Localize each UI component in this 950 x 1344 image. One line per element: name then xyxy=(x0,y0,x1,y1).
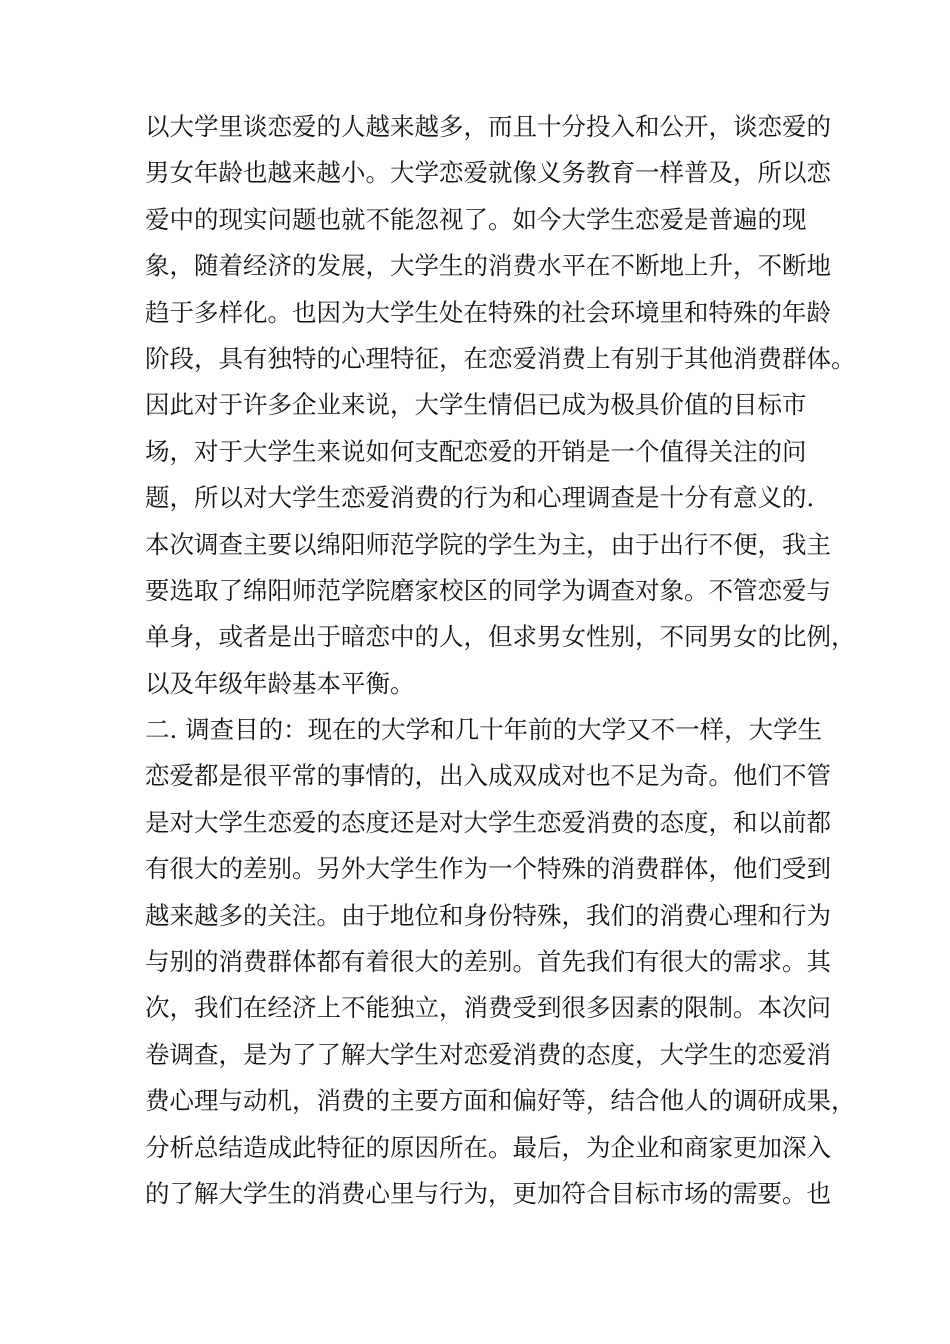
body-text xyxy=(145,104,856,1217)
text-line: 次，我们在经济上不能独立，消费受到很多因素的限制。本次问 xyxy=(145,993,831,1023)
text-line: 爱中的现实问题也就不能忽视了。如今大学生恋爱是普遍的现 xyxy=(145,204,807,234)
text-line: 越来越多的关注。由于地位和身份特殊，我们的消费心理和行为 xyxy=(145,900,831,930)
text-line: 以及年级年龄基本平衡。 xyxy=(145,668,415,698)
text-line: 单身，或者是出于暗恋中的人，但求男女性别，不同男女的比例， xyxy=(145,622,856,652)
text-line: 卷调查，是为了了解大学生对恋爱消费的态度，大学生的恋爱消 xyxy=(145,1039,831,1069)
text-line: 因此对于许多企业来说，大学生情侣已成为极具价值的目标市 xyxy=(145,390,807,420)
text-line: 以大学里谈恋爱的人越来越多，而且十分投入和公开，谈恋爱的 xyxy=(145,112,831,141)
text-line: 题，所以对大学生恋爱消费的行为和心理调查是十分有意义的． xyxy=(145,483,831,513)
text-line: 是对大学生恋爱的态度还是对大学生恋爱消费的态度，和以前都 xyxy=(145,807,831,837)
text-line: 的了解大学生的消费心里与行为，更加符合目标市场的需要。也 xyxy=(145,1178,831,1208)
text-line: 象，随着经济的发展，大学生的消费水平在不断地上升，不断地 xyxy=(145,251,831,281)
text-line: 男女年龄也越来越小。大学恋爱就像义务教育一样普及，所以恋 xyxy=(145,158,831,188)
text-line: 要选取了绵阳师范学院磨家校区的同学为调查对象。不管恋爱与 xyxy=(145,575,831,605)
text-line: 阶段，具有独特的心理特征，在恋爱消费上有别于其他消费群体。 xyxy=(145,343,856,373)
text-line: 有很大的差别。另外大学生作为一个特殊的消费群体，他们受到 xyxy=(145,854,831,884)
text-line: 场，对于大学生来说如何支配恋爱的开销是一个值得关注的问 xyxy=(145,436,807,466)
text-line: 费心理与动机，消费的主要方面和偏好等，结合他人的调研成果， xyxy=(145,1086,856,1116)
text-line: 趋于多样化。也因为大学生处在特殊的社会环境里和特殊的年龄 xyxy=(145,297,831,327)
text-line: 与别的消费群体都有着很大的差别。首先我们有很大的需求。其 xyxy=(145,947,831,977)
text-line: 分析总结造成此特征的原因所在。最后，为企业和商家更加深入 xyxy=(145,1132,831,1162)
text-line: 本次调查主要以绵阳师范学院的学生为主，由于出行不便，我主 xyxy=(145,529,831,559)
section-heading-line: 二. 调查目的：现在的大学和几十年前的大学又不一样，大学生 xyxy=(145,715,823,745)
text-line: 恋爱都是很平常的事情的，出入成双成对也不足为奇。他们不管 xyxy=(145,761,831,791)
